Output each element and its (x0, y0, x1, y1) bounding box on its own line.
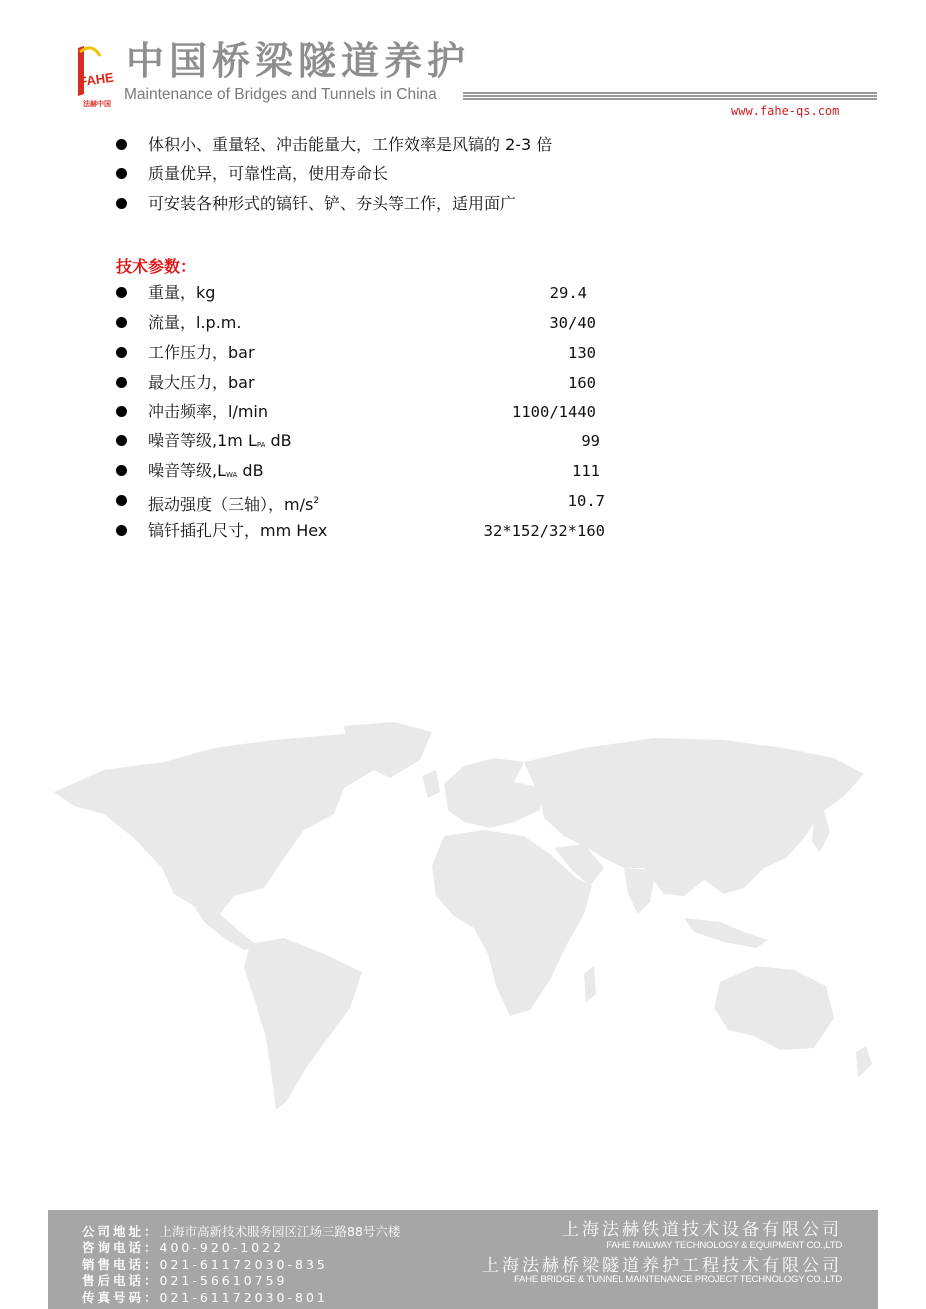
world-map-watermark (44, 718, 884, 1118)
footer-contact-row: 销售电话：021-61172030-835 (82, 1257, 328, 1272)
bullet-icon (116, 139, 127, 150)
footer-contact-row: 咨询电话：400-920-1022 (82, 1240, 285, 1255)
spec-value: 29.4 (549, 284, 587, 302)
spec-label: 噪音等级,LWA dB (148, 461, 264, 480)
feature-item: 体积小、重量轻、冲击能量大，工作效率是风镐的 2-3 倍 (148, 135, 553, 154)
bullet-icon (116, 377, 127, 388)
brand-title-cn: 中国桥梁隧道养护 (126, 39, 471, 83)
spec-value: 32*152/32*160 (483, 522, 605, 540)
bullet-icon (116, 495, 127, 506)
bullet-icon (116, 525, 127, 536)
spec-value: 30/40 (549, 314, 596, 332)
footer-contact-row: 售后电话：021-56610759 (82, 1273, 288, 1288)
bullet-icon (116, 465, 127, 476)
spec-label: 工作压力，bar (148, 343, 255, 362)
bullet-icon (116, 198, 127, 209)
spec-value: 10.7 (567, 492, 605, 510)
bullet-icon (116, 168, 127, 179)
company-name-bridge-cn: 上海法赫桥梁隧道养护工程技术有限公司 (482, 1256, 842, 1276)
spec-label: 振动强度（三轴），$m/s^2$ (148, 495, 320, 514)
bullet-icon (116, 287, 127, 298)
spec-label: 流量，l.p.m. (148, 313, 242, 332)
spec-label: 噪音等级,1m LPA dB (148, 431, 292, 450)
bullet-icon (116, 347, 127, 358)
spec-value: 99 (581, 432, 600, 450)
company-name-railway-cn: 上海法赫铁道技术设备有限公司 (562, 1220, 842, 1240)
spec-value: 111 (572, 462, 600, 480)
spec-label: 最大压力，bar (148, 373, 255, 392)
logo-text: FAHE (78, 69, 115, 90)
company-name-bridge-en: FAHE BRIDGE & TUNNEL MAINTENANCE PROJECT TECHNOLOGY CO.,LTD (514, 1274, 842, 1285)
logo-caption: 法赫中国 (83, 100, 111, 108)
website-link[interactable]: www.fahe-qs.com (731, 104, 840, 118)
feature-item: 可安装各种形式的镐钎、铲、夯头等工作，适用面广 (148, 194, 517, 213)
feature-item: 质量优异，可靠性高，使用寿命长 (148, 164, 389, 183)
bullet-icon (116, 406, 127, 417)
spec-section-title: 技术参数： (116, 257, 197, 276)
footer-contact-row: 公司地址：上海市高新技术服务园区江场三路88号六楼 (82, 1224, 401, 1239)
company-name-railway-en: FAHE RAILWAY TECHNOLOGY & EQUIPMENT CO.,LTD (606, 1240, 842, 1251)
spec-label: 镐钎插孔尺寸，mm Hex (148, 521, 328, 540)
fahe-logo (76, 44, 118, 108)
header-divider (463, 92, 877, 100)
spec-value: 130 (568, 344, 596, 362)
bullet-icon (116, 435, 127, 446)
spec-value: 1100/1440 (512, 403, 596, 421)
spec-value: 160 (568, 374, 596, 392)
spec-label: 重量，kg (148, 283, 216, 302)
page-footer (48, 1210, 878, 1309)
spec-label: 冲击频率，l/min (148, 402, 269, 421)
bullet-icon (116, 317, 127, 328)
brand-title-en: Maintenance of Bridges and Tunnels in China (124, 86, 437, 103)
footer-contact-row: 传真号码：021-61172030-801 (82, 1290, 328, 1305)
